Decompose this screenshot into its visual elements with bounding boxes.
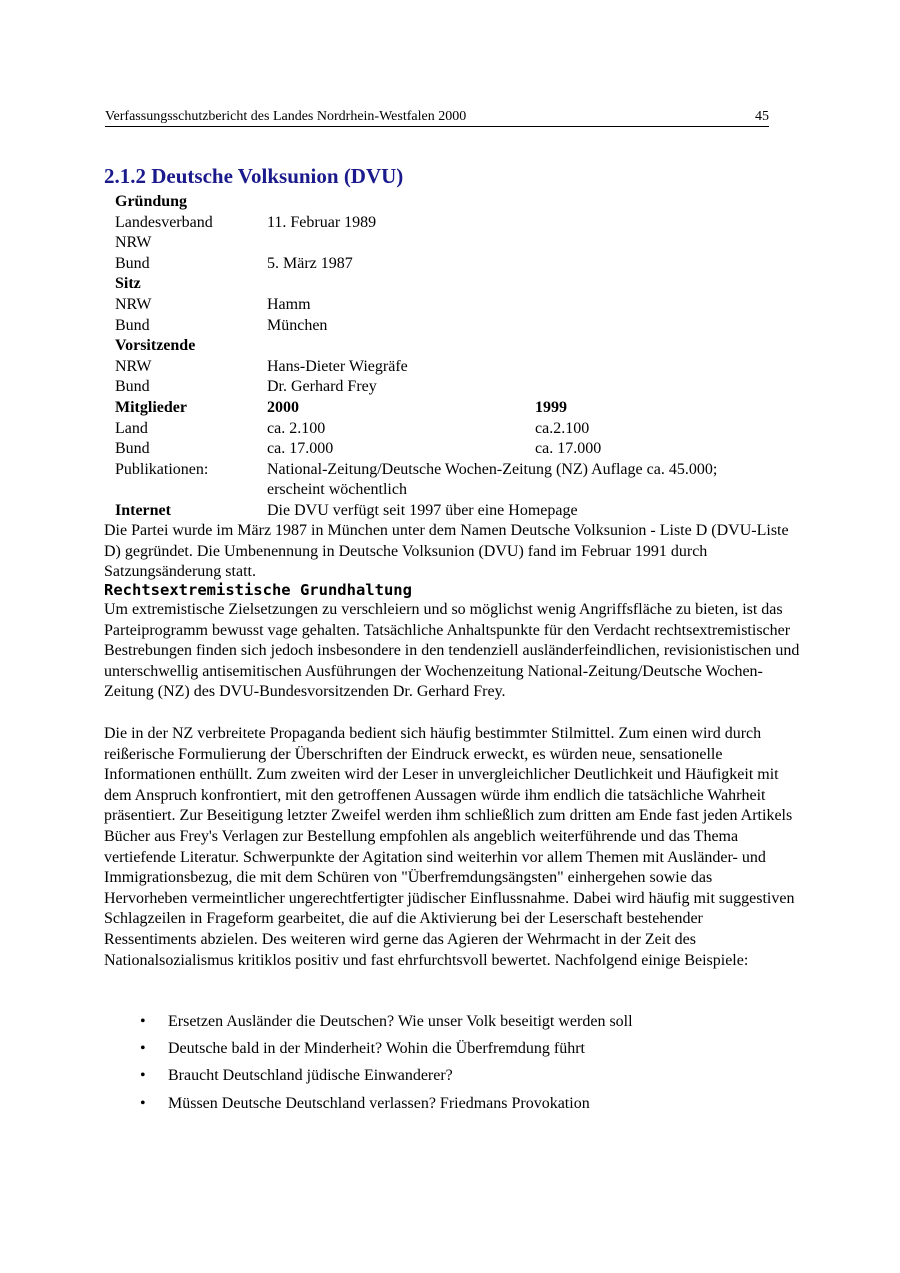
- mitglieder-year-1999: 1999: [535, 398, 567, 416]
- landesverband-label-nrw: NRW: [115, 234, 152, 252]
- list-item: [140, 1093, 633, 1120]
- gruendung-heading: Gründung: [115, 193, 188, 210]
- examples-list: [140, 1011, 633, 1120]
- publikationen-line-1: National-Zeitung/Deutsche Wochen-Zeitung (NZ) Auflage ca. 45.000;: [267, 460, 718, 478]
- example-text: Ersetzen Ausländer die Deutschen? Wie unser Volk beseitigt werden soll: [168, 1013, 633, 1030]
- landesverband-date: 11. Februar 1989: [267, 213, 377, 231]
- founding-paragraph: Die Partei wurde im März 1987 in München unter dem Namen Deutsche Volksunion - Liste D (DVU-Liste D) gegründet. Die Umbenennung in Deutsche Volksunion (DVU) fand im Februar 1991 durch Satzungsänderung statt.: [104, 522, 789, 581]
- subheading-grundhaltung: Rechtsextremistische Grundhaltung: [104, 581, 412, 599]
- section-title: 2.1.2 Deutsche Volksunion (DVU): [104, 164, 404, 188]
- goals-paragraph: Um extremistische Zielsetzungen zu verschleiern und so möglichst wenig Angriffsfläche zu bieten, ist das Parteiprogramm bewusst vage gehalten. Tatsächliche Anhaltspunkte für den Verdacht rechtsextremistischer Bestrebungen finden sich jedoch insbesondere in den tendenziell ausländerfeindlichen, revisionistischen und unterschwellig antisemitischen Ausführungen der Wochenzeitung National-Zeitung/Deutsche Wochen-Zeitung (NZ) des DVU-Bundesvorsitzenden Dr. Gerhard Frey.: [104, 601, 800, 701]
- bullet-icon: •: [140, 1013, 146, 1030]
- bullet-icon: •: [140, 1067, 146, 1085]
- bullet-icon: •: [140, 1094, 146, 1112]
- mitglieder-bund-label: Bund: [115, 440, 150, 458]
- mitglieder-land-2000: ca. 2.100: [267, 419, 326, 437]
- vorsitzende-bund-value: Dr. Gerhard Frey: [267, 378, 377, 396]
- mitglieder-bund-2000: ca. 17.000: [267, 440, 334, 458]
- mitglieder-bund-1999: ca. 17.000: [535, 440, 602, 458]
- gruendung-bund-label: Bund: [115, 254, 150, 272]
- sitz-bund-value: München: [267, 316, 328, 334]
- list-item: [140, 1011, 633, 1038]
- running-header: [105, 108, 769, 127]
- vorsitzende-heading: Vorsitzende: [115, 337, 196, 355]
- landesverband-label: Landesverband: [115, 213, 213, 231]
- example-text: Deutsche bald in der Minderheit? Wohin die Überfremdung führt: [168, 1040, 585, 1058]
- page-number: 45: [755, 109, 769, 124]
- mitglieder-heading: Mitglieder: [115, 398, 187, 416]
- internet-value: Die DVU verfügt seit 1997 über eine Homepage: [267, 501, 578, 519]
- vorsitzende-nrw-label: NRW: [115, 357, 152, 375]
- vorsitzende-nrw-value: Hans-Dieter Wiegräfe: [267, 357, 408, 375]
- mitglieder-land-label: Land: [115, 419, 148, 437]
- example-text: Müssen Deutsche Deutschland verlassen? Friedmans Provokation: [168, 1094, 590, 1112]
- publikationen-line-2: erscheint wöchentlich: [267, 481, 407, 499]
- sitz-bund-label: Bund: [115, 316, 150, 334]
- list-item: [140, 1065, 633, 1092]
- list-item: [140, 1038, 633, 1065]
- sitz-nrw-label: NRW: [115, 295, 152, 313]
- publikationen-label: Publikationen:: [115, 460, 209, 478]
- bullet-icon: •: [140, 1040, 146, 1058]
- propaganda-paragraph: Die in der NZ verbreitete Propaganda bedient sich häufig bestimmter Stilmittel. Zum einen wird durch reißerische Formulierung der Überschriften der Eindruck erweckt, es würden neue, sensationelle Informationen enthüllt. Zum zweiten wird der Leser in unvergleichlicher Deutlichkeit und Häufigkeit mit dem Anspruch konfrontiert, mit den getroffenen Aussagen würde ihm endlich die tatsächliche Wahrheit präsentiert. Zur Beseitigung letzter Zweifel werden ihm schließlich zum dritten am Ende fast jeden Artikels Bücher aus Frey's Verlagen zur Bestellung empfohlen als angeblich weiterführende und das Thema vertiefende Literatur. Schwerpunkte der Agitation sind weiterhin vor allem Themen mit Ausländer- und Immigrationsbezug, die mit dem Schüren von "Überfremdungsängsten" einhergehen sowie das Hervorheben vermeintlicher ungerechtfertigter jüdischer Einflussnahme. Dabei wird häufig mit suggestiven Schlagzeilen in Frageform gearbeitet, die auf die Aktivierung bei der Leserschaft bestehender Ressentiments abzielen. Des weiteren wird gerne das Agieren der Wehrmacht in der Zeit des Nationalsozialismus kritiklos positiv und fast ehrfurchtsvoll bewertet. Nachfolgend einige Beispiele:: [104, 725, 795, 969]
- header-title: Verfassungsschutzbericht des Landes Nordrhein-Westfalen 2000: [105, 109, 467, 124]
- example-text: Braucht Deutschland jüdische Einwanderer?: [168, 1067, 453, 1085]
- internet-label: Internet: [115, 501, 171, 519]
- sitz-heading: Sitz: [115, 275, 141, 293]
- gruendung-bund-date: 5. März 1987: [267, 254, 353, 272]
- mitglieder-land-1999: ca.2.100: [535, 419, 590, 437]
- mitglieder-year-2000: 2000: [267, 398, 299, 416]
- fact-table: [115, 192, 795, 522]
- sitz-nrw-value: Hamm: [267, 295, 311, 313]
- vorsitzende-bund-label: Bund: [115, 378, 150, 396]
